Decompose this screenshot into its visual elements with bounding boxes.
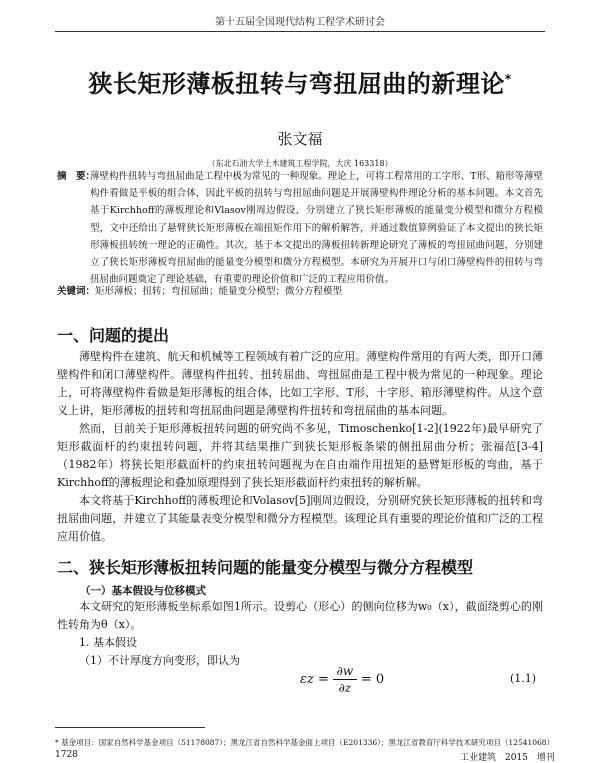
equation-number: (1.1) [510, 672, 537, 685]
fraction-bar [333, 679, 357, 680]
author: 张文福 [277, 130, 323, 148]
footnote-rule [55, 727, 205, 728]
title-footnote-mark: * [504, 72, 512, 86]
abstract-label: 摘 要： [57, 171, 96, 182]
paper-title [0, 64, 600, 99]
fraction-numerator: ∂w [336, 664, 354, 678]
paragraph: （1）不计厚度方向变形，即认为 [79, 654, 240, 667]
equation-1-1 [300, 664, 384, 695]
header-rule [55, 31, 545, 32]
equation-lhs: εz = [300, 672, 329, 687]
affiliation: （东北石油大学土木建筑工程学院，大庆 163318） [207, 159, 393, 168]
journal-info: 工业建筑 2015 增刊 [460, 753, 555, 763]
subsection-heading: （一）基本假设与位移模式 [80, 585, 206, 597]
keywords-text: 矩形薄板；扭转；弯扭屈曲；能量变分模型；微分方程模型 [95, 286, 343, 297]
paragraph: 薄壁构件在建筑、航天和机械等工程领域有着广泛的应用。薄壁构件常用的有两大类，即开口薄壁构件和闭口薄壁构件。薄壁构件扭转、扭转屈曲、弯扭屈曲是工程中极为常见的一种现象。理论上，可将薄壁构件看做是矩形薄板的组合体，比如工字形、T形、十字形、箱形薄壁构件。从这个意义上讲，矩形薄板的扭转和弯扭屈曲问题是薄壁构件扭转和弯扭屈曲的基本问题。 [57, 350, 543, 417]
keywords-label: 关键词： [57, 286, 96, 297]
section-2-body [57, 598, 543, 670]
section-2-heading: 二、狭长矩形薄板扭转问题的能量变分模型与微分方程模型 [57, 558, 474, 577]
paragraph: 本文将基于Kirchhoff的薄板理论和Volasov[5]刚周边假设，分别研究狭长矩形薄板的扭转和弯扭屈曲问题，并建立了其能量表变分模型和微分方程模型。该理论具有重要的理论价值和广泛的工程应用价值。 [57, 494, 543, 543]
abstract-text: 薄壁构件扭转与弯扭屈曲是工程中极为常见的一种现象。理论上，可将工程常用的工字形、T形、箱形等薄壁构件看做是平板的组合体，因此平板的扭转与弯扭屈曲问题是开展薄壁构件理论分析的基本问题。本文首先基于Kirchhoff的薄板理论和Vlasov刚周边假设，分别建立了狭长矩形薄板的能量变分模型和微分方程模型，文中还给出了悬臂狭长矩形薄板在端扭矩作用下的解析解答，并通过数值算例验证了本文提出的狭长矩形薄板扭转统一理论的正确性。其次，基于本文提出的薄板扭转新理论研究了薄板的弯扭屈曲问题，分别建立了狭长矩形薄板弯扭屈曲的能量变分模型和微分方程模型。本研究为开展开口与闭口薄壁构件的扭转与弯扭屈曲问题奠定了理论基础，有重要的理论价值和广泛的工程应用价值。 [90, 171, 543, 286]
paragraph: 然而，目前关于矩形薄板扭转问题的研究尚不多见，Timoschenko[1-2](1922年)最早研究了矩形截面杆的约束扭转问题，并将其结果推广到狭长矩形板条梁的侧扭屈曲分析；张福范[3-4]（1982年）将狭长矩形截面杆的约束扭转问题视为在自由端作用扭矩的悬臂矩形板的弯曲，基于Kirchhoff的薄板理论和叠加原理得到了狭长矩形截面杆约束扭转的解析解。 [57, 422, 543, 489]
paragraph: 1. 基本假设 [79, 636, 137, 649]
page-number: 1728 [55, 750, 78, 760]
abstract [57, 168, 543, 288]
title-text: 狭长矩形薄板扭转与弯扭屈曲的新理论 [88, 70, 505, 98]
section-1-heading: 一、问题的提出 [57, 326, 170, 345]
running-head: 第十五届全国现代结构工程学术研讨会 [215, 17, 385, 28]
footnote: * 基金项目：国家自然科学基金项目（51178087）；黑龙江省自然科学基金面上项目（E201336）；黑龙江省教育厅科学技术研究项目（12541068） [55, 738, 555, 747]
paragraph: 本文研究的矩形薄板坐标系如图1所示。设剪心（形心）的侧向位移为w₀（x），截面绕剪心的刚性转角为θ（x）。 [57, 600, 543, 631]
equation-rhs: = 0 [360, 672, 385, 687]
keywords [57, 283, 543, 297]
fraction-denominator: ∂z [338, 681, 352, 695]
equation-fraction [333, 664, 357, 695]
section-1-body [57, 348, 543, 546]
